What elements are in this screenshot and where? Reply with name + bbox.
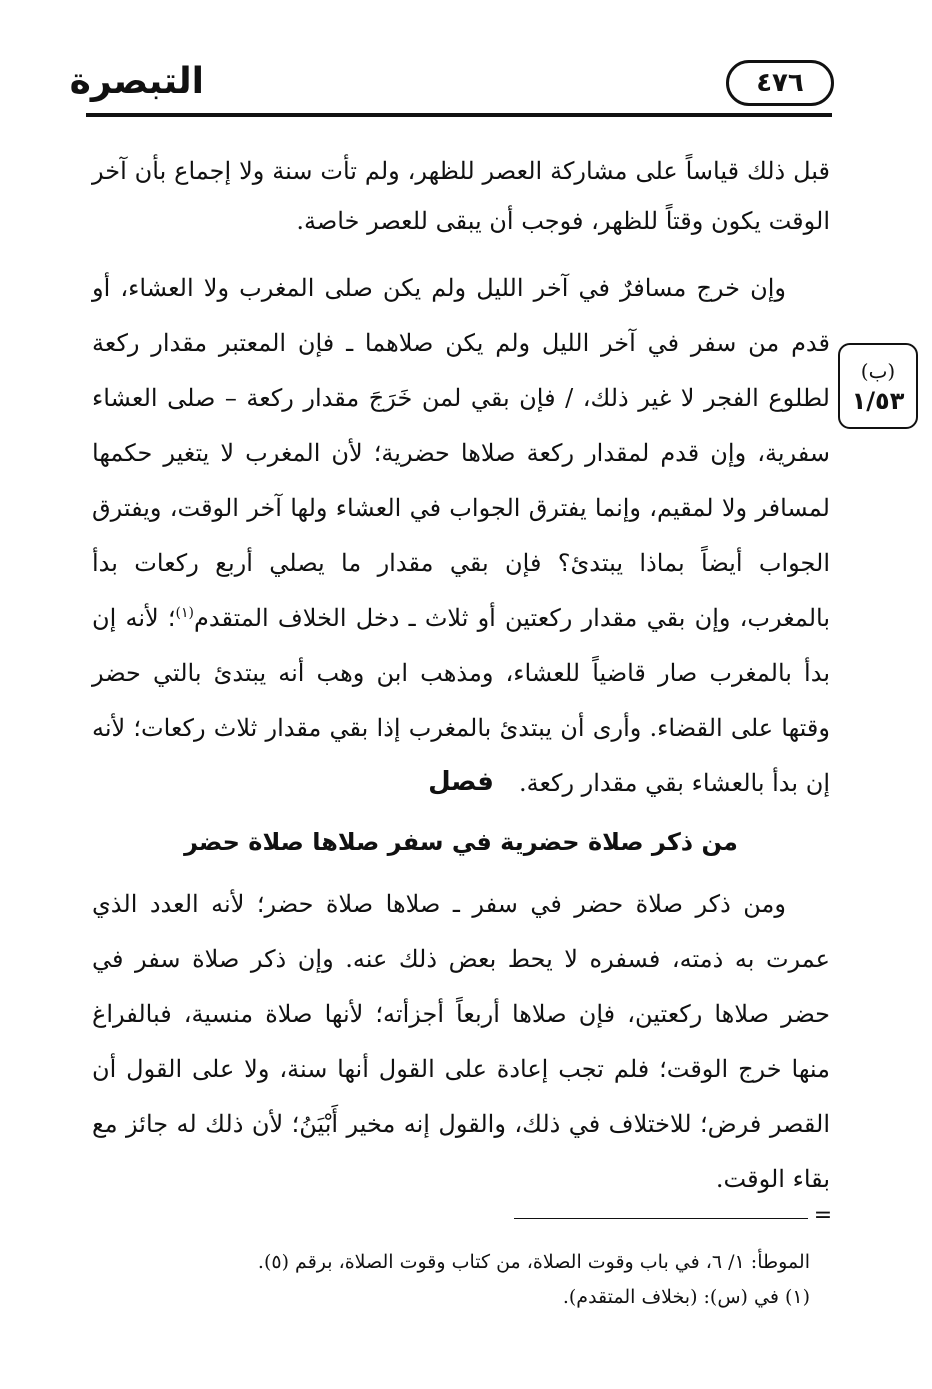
folio-break-slash: / [565, 384, 574, 412]
paragraph-1-block [92, 146, 830, 246]
footnote-1: (١) في (س): (بخلاف المتقدم). [562, 1286, 810, 1308]
paragraph-2-part-1: وإن خرج مسافرٌ في آخر الليل ولم يكن صلى المغرب ولا العشاء، أو قدم من سفر في آخر الليل ولم يكن صلاهما ـ فإن المعتبر مقدار ركعة لطلوع الفجر لا غير ذلك، [92, 274, 830, 412]
page-number-frame [726, 60, 834, 106]
book-title: التبصرة [69, 61, 204, 102]
header-rule [86, 113, 832, 117]
paragraph-3-block [92, 877, 830, 1207]
footnotes [160, 1245, 810, 1315]
paragraph-2-block [92, 244, 830, 811]
folio-letter: (ب) [860, 359, 896, 383]
paragraph-2-part-2: فإن بقي لمن خَرَجَ مقدار ركعة – صلى العشاء سفرية، وإن قدم لمقدار ركعة صلاها حضرية؛ لأن المغرب لا يتغير حكمها لمسافر ولا لمقيم، وإنما يفترق الجواب في العشاء ولها آخر الوقت، ويفترق الجواب أيضاً بماذا يبتدئ؟ فإن بقي مقدار ما يصلي أربع ركعات بدأ بالمغرب، وإن بقي مقدار ركعتين أو ثلاث ـ دخل الخلاف المتقدم [92, 384, 831, 632]
manuscript-folio-note [838, 343, 918, 429]
footnote-separator [514, 1218, 808, 1219]
section-label: فصل [428, 767, 494, 797]
page-number: ٤٧٦ [756, 68, 804, 98]
paragraph-3: ومن ذكر صلاة حضر في سفر ـ صلاها صلاة حضر؛ لأنه العدد الذي عمرت به ذمته، فسفره لا يحط بعض ذلك عنه. وإن ذكر صلاة سفر في حضر صلاها ركعتين، فإن صلاها أربعاً أجزأته؛ لأنها صلاة منسية، فبالفراغ منها خرج الوقت؛ فلم تجب إعادة على القول أنها سنة، ولا على القول أن القصر فرض؛ للاختلاف في ذلك، والقول إنه مخير أَبْيَنُ؛ لأن ذلك له جائز مع بقاء الوقت. [92, 890, 830, 1193]
paragraph-2-part-3: ؛ لأنه إن بدأ بالمغرب صار قاضياً للعشاء، ومذهب ابن وهب أنه يبتدئ بالتي حضر وقتها على القضاء. وأرى أن يبتدئ بالمغرب إذا بقي مقدار ثلاث ركعات؛ لأنه إن بدأ بالعشاء بقي مقدار ركعة. [92, 604, 830, 797]
paragraph-1: قبل ذلك قياساً على مشاركة العصر للظهر، ولم تأت سنة ولا إجماع بأن آخر الوقت يكون وقتاً للظهر، فوجب أن يبقى للعصر خاصة. [92, 157, 830, 235]
folio-number: ١/٥٣ [851, 387, 905, 415]
footnote-reference-1: (١) [175, 605, 194, 621]
section-title: من ذكر صلاة حضرية في سفر صلاها صلاة حضر [184, 828, 738, 856]
footnote-continuation-marker: = [813, 1203, 833, 1228]
footnote-source-continued: الموطأ: ١/ ٦، في باب وقوت الصلاة، من كتاب وقوت الصلاة، برقم (٥). [257, 1251, 810, 1273]
paragraph-2 [92, 261, 830, 811]
